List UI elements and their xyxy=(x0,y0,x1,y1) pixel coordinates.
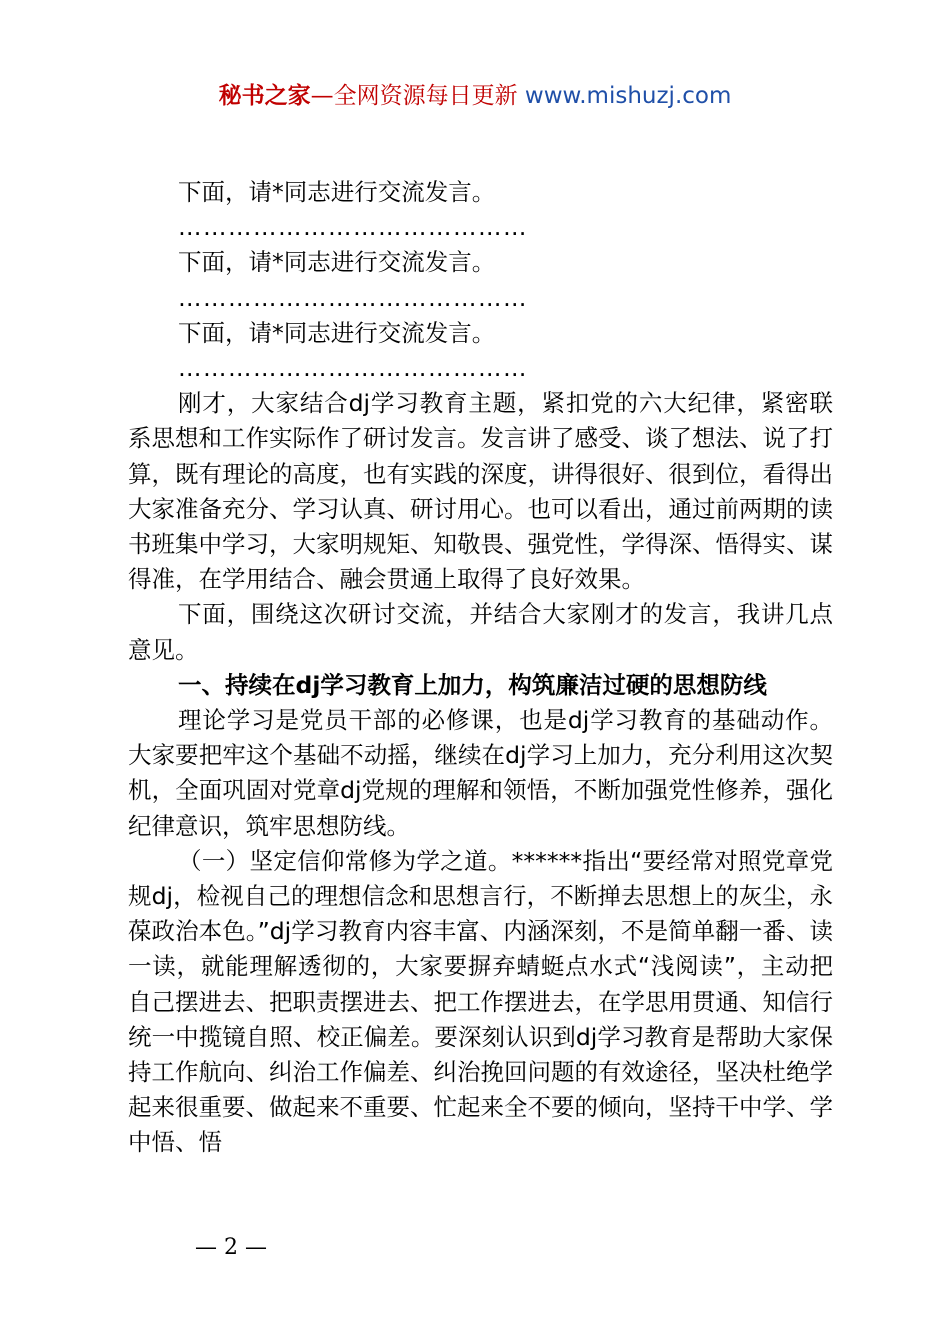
paragraph: 下面，围绕这次研讨交流，并结合大家刚才的发言，我讲几点意见。 xyxy=(128,600,833,664)
dots-separator: …………………………………… xyxy=(178,354,528,383)
section-heading: 一、持续在dj学习教育上加力，构筑廉洁过硬的思想防线 xyxy=(178,670,767,699)
paragraph: 下面，请*同志进行交流发言。 xyxy=(178,318,496,347)
paragraph: 刚才，大家结合dj学习教育主题，紧扣党的六大纪律，紧密联系思想和工作实际作了研讨发言。发言讲了感受、谈了想法、说了打算，既有理论的高度，也有实践的深度，讲得很好、很到位，看得出大家准备充分、学习认真、研讨用心。也可以看出，通过前两期的读书班集中学习，大家明规矩、知敬畏、强党性，学得深、悟得实、谋得准，在学用结合、融会贯通上取得了良好效果。 xyxy=(128,389,833,594)
paragraph: 下面，请*同志进行交流发言。 xyxy=(178,178,496,206)
dots-separator: …………………………………… xyxy=(178,213,528,242)
site-url[interactable]: www.mishuzj.com xyxy=(524,83,732,109)
site-header xyxy=(0,80,950,112)
paragraph: 下面，请*同志进行交流发言。 xyxy=(178,248,496,277)
dots-separator: …………………………………… xyxy=(178,283,528,312)
document-body xyxy=(128,175,833,1161)
site-tagline: —全网资源每日更新 xyxy=(310,83,525,109)
page-number: — 2 — xyxy=(195,1235,267,1260)
paragraph: （一）坚定信仰常修为学之道。******指出“要经常对照党章党规dj，检视自己的理想信念和思想言行，不断掸去思想上的灰尘，永葆政治本色。”dj学习教育内容丰富、内涵深刻，不是简单翻一番、读一读，就能理解透彻的，大家要摒弃蜻蜓点水式“浅阅读”，主动把自己摆进去、把职责摆进去、把工作摆进去，在学思用贯通、知信行统一中揽镜自照、校正偏差。要深刻认识到dj学习教育是帮助大家保持工作航向、纠治工作偏差、纠治挽回问题的有效途径，坚决杜绝学起来很重要、做起来不重要、忙起来全不要的倾向，坚持干中学、学中悟、悟 xyxy=(128,846,833,1157)
site-brand: 秘书之家 xyxy=(218,83,311,109)
paragraph: 理论学习是党员干部的必修课，也是dj学习教育的基础动作。大家要把牢这个基础不动摇，继续在dj学习上加力，充分利用这次契机，全面巩固对党章dj党规的理解和领悟，不断加强党性修养，强化纪律意识，筑牢思想防线。 xyxy=(128,706,833,840)
